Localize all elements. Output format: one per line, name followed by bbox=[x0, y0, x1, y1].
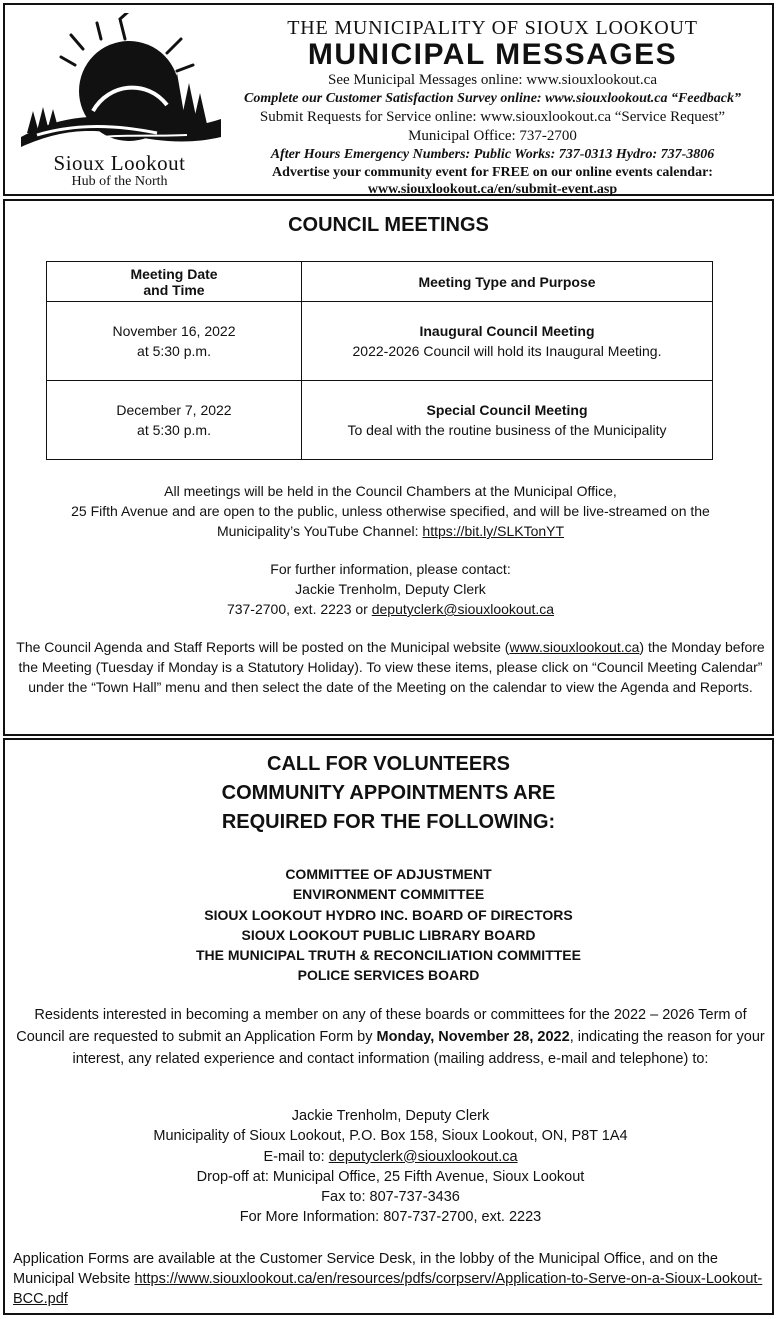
committee-list bbox=[5, 864, 772, 986]
youtube-link[interactable]: https://bit.ly/SLKTonYT bbox=[422, 523, 565, 539]
invitation-paragraph bbox=[15, 1004, 766, 1070]
meeting-time: at 5:30 p.m. bbox=[137, 422, 211, 438]
application-deadline: Monday, November 28, 2022 bbox=[376, 1029, 570, 1045]
meeting-purpose: To deal with the routine business of the Municipality bbox=[347, 422, 667, 438]
application-forms-paragraph bbox=[13, 1249, 764, 1309]
volunteers-section bbox=[3, 738, 774, 1315]
mailing-address: Municipality of Sioux Lookout, P.O. Box 158, Sioux Lookout, ON, P8T 1A4 bbox=[153, 1128, 628, 1145]
service-request-notice: Submit Requests for Service online: www.siouxlookout.ca “Service Request” bbox=[259, 109, 726, 125]
header-text-block bbox=[210, 17, 775, 198]
application-contact-block bbox=[15, 1106, 766, 1228]
dropoff-location: Drop-off at: Municipal Office, 25 Fifth Avenue, Sioux Lookout bbox=[196, 1168, 585, 1185]
invite-text-1: Residents interested in becoming a member on any of these boards or committees for the 2022 – 2026 Term of Council are requested to submit an Application Form by bbox=[16, 1007, 747, 1045]
page-title: MUNICIPAL MESSAGES bbox=[307, 38, 678, 71]
contact-name: Jackie Trenholm, Deputy Clerk bbox=[291, 1108, 490, 1124]
location-line2: 25 Fifth Avenue and are open to the public, unless otherwise specified, and will be live-streamed on the bbox=[71, 503, 710, 519]
list-item: COMMITTEE OF ADJUSTMENT bbox=[285, 866, 492, 882]
location-line1: All meetings will be held in the Council Chambers at the Municipal Office, bbox=[164, 483, 617, 499]
online-notice: See Municipal Messages online: www.siouxlookout.ca bbox=[328, 72, 657, 88]
list-item: ENVIRONMENT COMMITTEE bbox=[292, 886, 485, 903]
meeting-date-cell bbox=[47, 381, 302, 460]
contact-intro: For further information, please contact: bbox=[270, 561, 511, 577]
meeting-date-cell bbox=[47, 302, 302, 381]
meeting-type-cell bbox=[302, 381, 713, 460]
agenda-paragraph bbox=[15, 637, 766, 697]
deputy-clerk-email-link[interactable]: deputyclerk@siouxlookout.ca bbox=[371, 601, 555, 617]
survey-notice: Complete our Customer Satisfaction Survey online: www.siouxlookout.ca “Feedback” bbox=[244, 91, 741, 106]
contact-phone: 737-2700, ext. 2223 or bbox=[226, 601, 372, 617]
title-line2: COMMUNITY APPOINTMENTS ARE bbox=[221, 782, 556, 804]
list-item: SIOUX LOOKOUT HYDRO INC. BOARD OF DIRECTORS bbox=[204, 906, 573, 923]
application-form-link[interactable]: https://www.siouxlookout.ca/en/resources/pdfs/corpserv/Application-to-Serve-on-a-Sioux-Lookout-BCC.pdf bbox=[13, 1271, 763, 1307]
volunteers-title bbox=[5, 750, 772, 837]
website-link[interactable]: www.siouxlookout.ca bbox=[509, 639, 640, 655]
agenda-text-1: The Council Agenda and Staff Reports will be posted on the Municipal website ( bbox=[16, 639, 510, 655]
office-phone: Municipal Office: 737-2700 bbox=[408, 128, 577, 144]
meeting-location-paragraph bbox=[15, 481, 766, 541]
deputy-clerk-email-link[interactable]: deputyclerk@siouxlookout.ca bbox=[328, 1148, 518, 1165]
meeting-type: Inaugural Council Meeting bbox=[419, 323, 595, 339]
list-item: THE MUNICIPAL TRUTH & RECONCILIATION COMMITTEE bbox=[196, 947, 581, 964]
email-label: E-mail to: bbox=[263, 1148, 329, 1165]
sunset-pine-logo-icon bbox=[17, 13, 222, 151]
fax-number: Fax to: 807-737-3436 bbox=[321, 1189, 460, 1206]
events-url: www.siouxlookout.ca/en/submit-event.asp bbox=[367, 182, 618, 197]
meeting-purpose: 2022-2026 Council will hold its Inaugural Meeting. bbox=[352, 343, 662, 359]
title-line1: CALL FOR VOLUNTEERS bbox=[267, 753, 510, 775]
meeting-type-cell bbox=[302, 302, 713, 381]
table-header-row bbox=[47, 262, 713, 302]
info-phone: For More Information: 807-737-2700, ext. 2223 bbox=[239, 1209, 542, 1226]
table-row bbox=[47, 302, 713, 381]
emergency-numbers: After Hours Emergency Numbers: Public Works: 737-0313 Hydro: 737-3806 bbox=[270, 147, 715, 162]
forms-text: Application Forms are available at the Customer Service Desk, in the lobby of the Municipal Office, and on the Municipal Website bbox=[13, 1251, 718, 1287]
meeting-date: December 7, 2022 bbox=[116, 402, 232, 418]
table-row bbox=[47, 381, 713, 460]
municipality-name: THE MUNICIPALITY OF SIOUX LOOKOUT bbox=[287, 17, 698, 39]
list-item: SIOUX LOOKOUT PUBLIC LIBRARY BOARD bbox=[241, 926, 536, 943]
location-line3: Municipality’s YouTube Channel: bbox=[216, 523, 423, 539]
section-title: COUNCIL MEETINGS bbox=[288, 214, 489, 236]
contact-name: Jackie Trenholm, Deputy Clerk bbox=[295, 581, 486, 597]
header-date-line2: and Time bbox=[143, 281, 205, 298]
agenda-text-2: ) the Monday before the Meeting (Tuesday if Monday is a Statutory Holiday). To view these items, please click on “Council Meeting Calendar” under the “Town Hall” menu and then select the date of the Meeting on the calendar to view the Agenda and Reports. bbox=[18, 639, 765, 695]
meeting-type: Special Council Meeting bbox=[426, 402, 588, 418]
column-header-type: Meeting Type and Purpose bbox=[302, 262, 713, 302]
list-item: POLICE SERVICES BOARD bbox=[297, 967, 480, 984]
council-meetings-section bbox=[3, 199, 774, 736]
column-header-date bbox=[47, 262, 302, 302]
header-date-line1: Meeting Date bbox=[130, 265, 218, 282]
title-line3: REQUIRED FOR THE FOLLOWING: bbox=[221, 811, 556, 833]
municipal-logo bbox=[17, 13, 222, 189]
logo-tagline: Hub of the North bbox=[71, 174, 168, 189]
logo-wordmark: Sioux Lookout bbox=[53, 151, 186, 175]
advertise-notice: Advertise your community event for FREE on our online events calendar: bbox=[272, 165, 713, 180]
email-line bbox=[15, 1147, 766, 1167]
header-banner bbox=[3, 3, 774, 196]
meetings-table bbox=[46, 261, 713, 460]
meeting-date: November 16, 2022 bbox=[112, 323, 236, 339]
contact-paragraph bbox=[15, 559, 766, 619]
meeting-time: at 5:30 p.m. bbox=[137, 343, 211, 359]
invite-text-2: , indicating the reason for your interest, any related experience and contact information (mailing address, e-mail and telephone) to: bbox=[72, 1029, 765, 1067]
